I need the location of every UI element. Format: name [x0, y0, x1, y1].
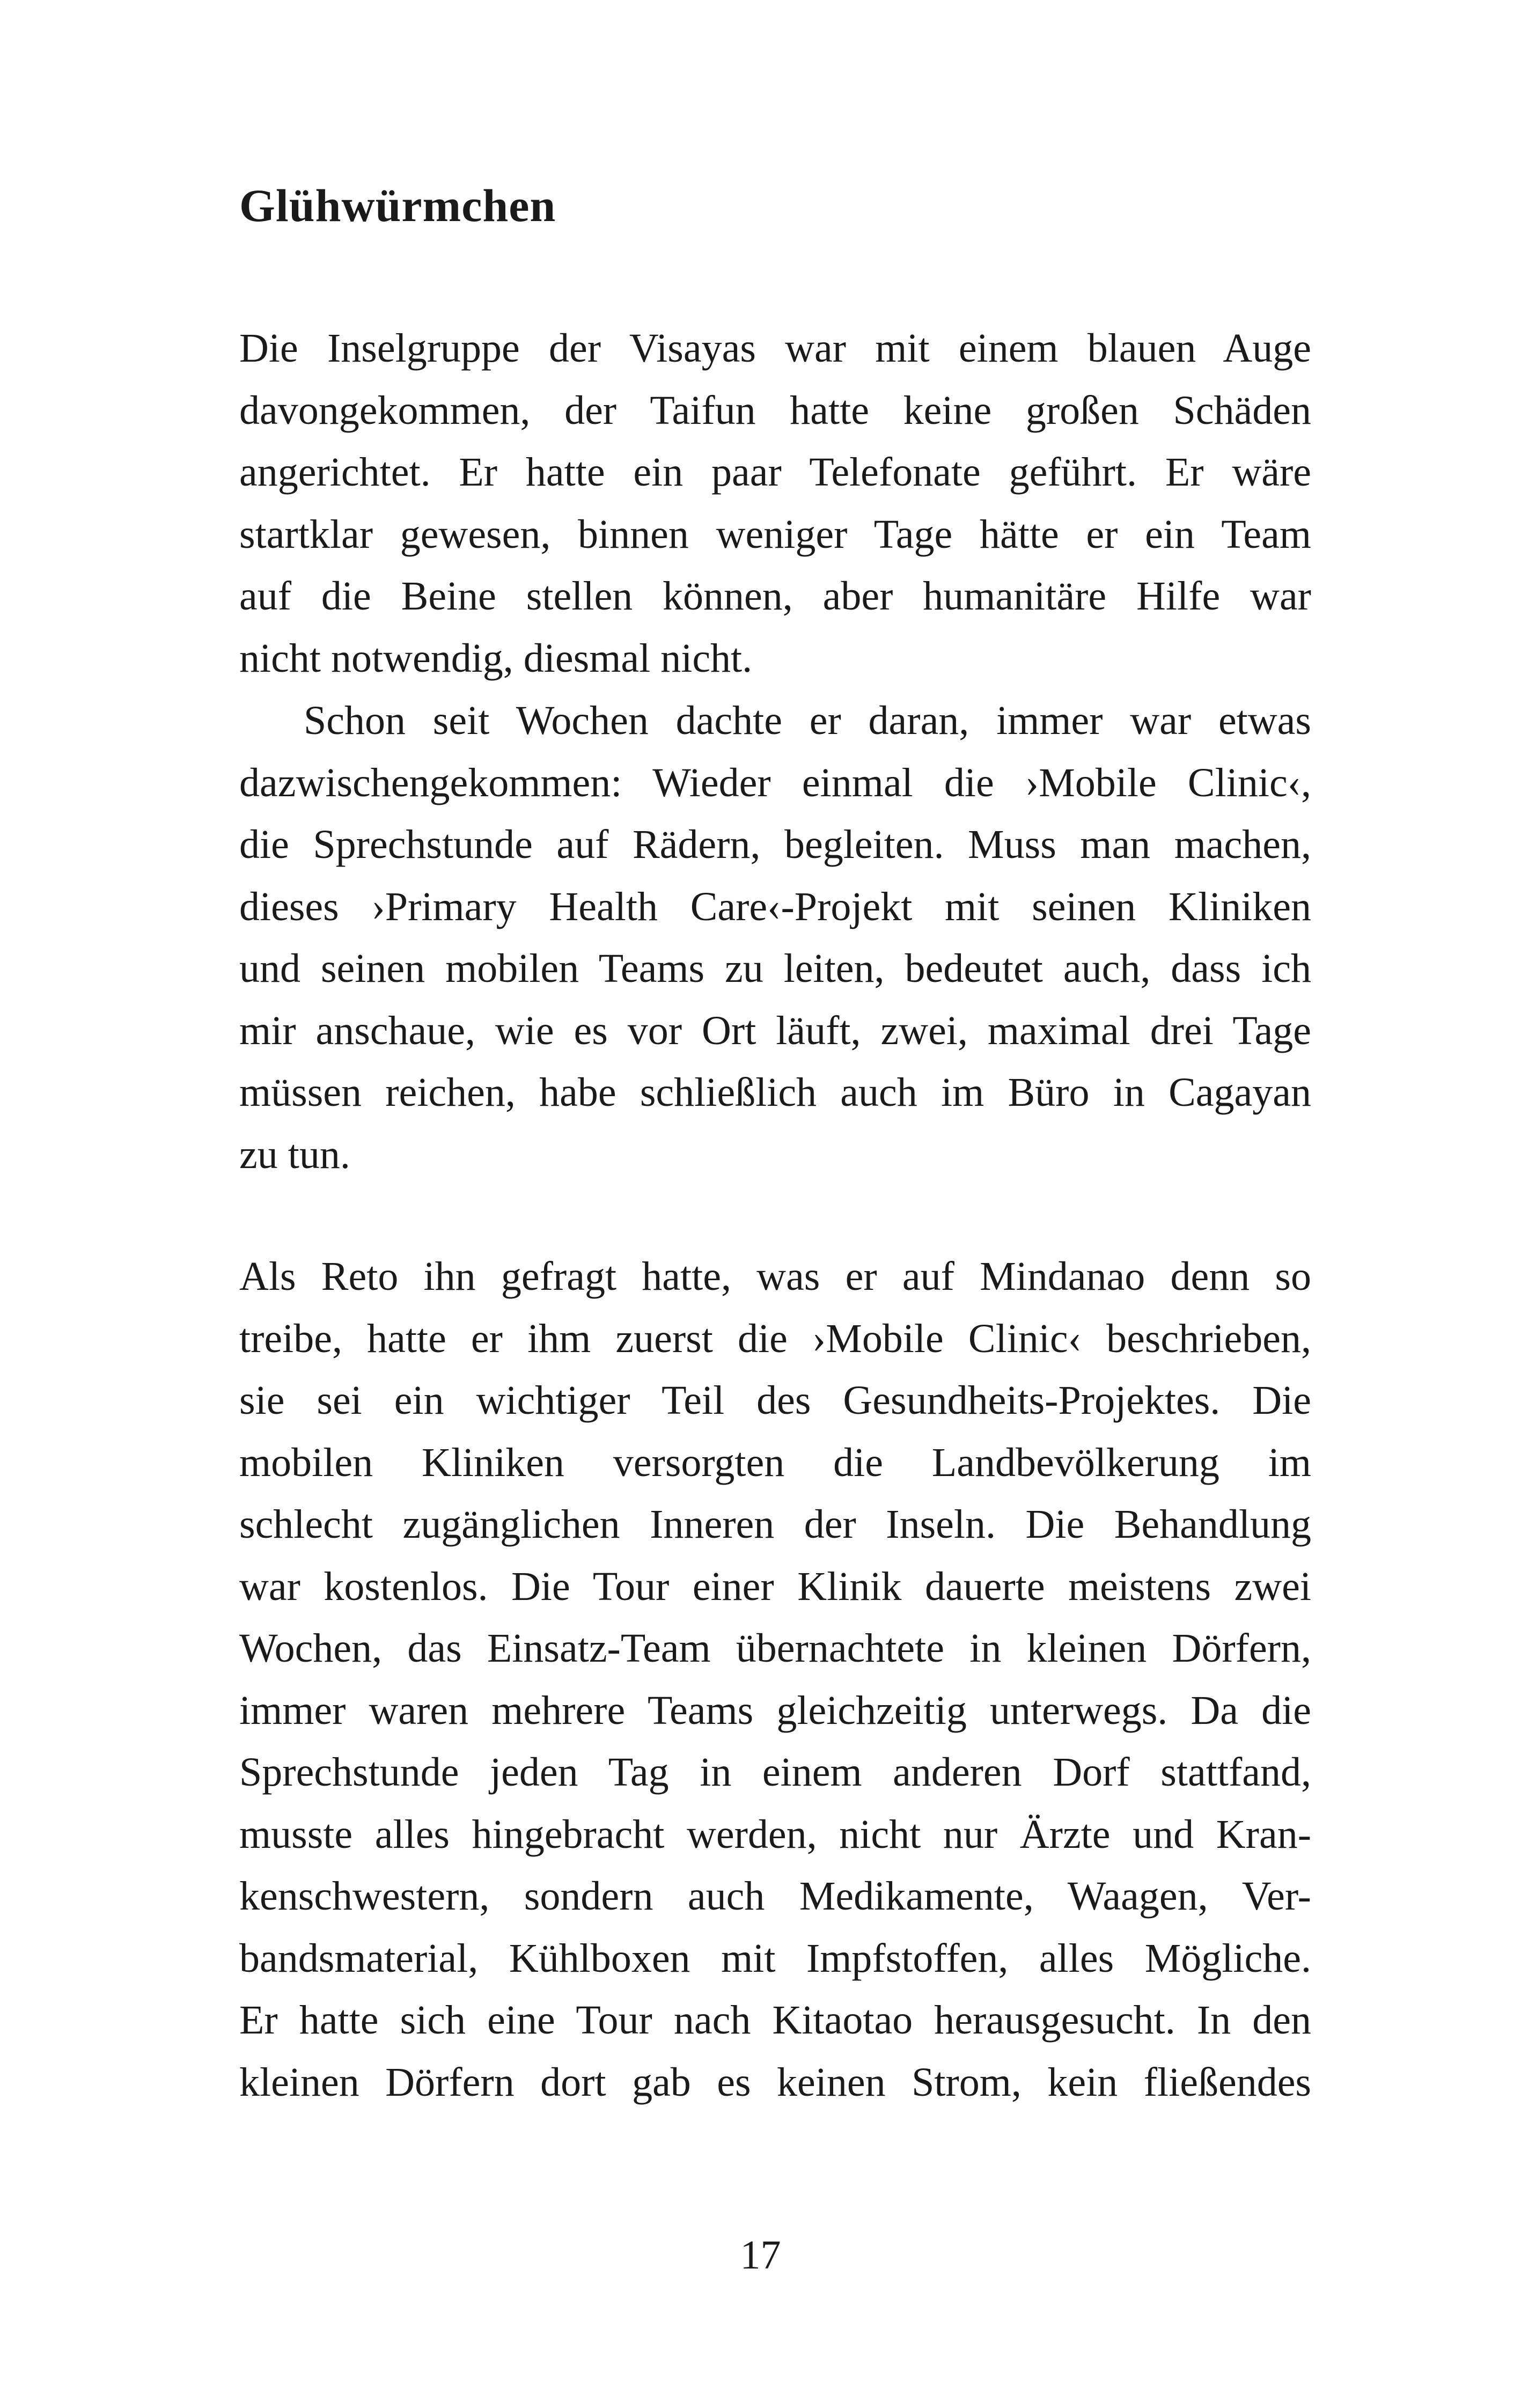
text-line: die Sprechstunde auf Rädern, begleiten. Muss man machen,: [239, 822, 1311, 867]
text-line: sie sei ein wichtiger Teil des Gesundheits-Projektes. Die: [239, 1378, 1311, 1423]
text-line: mobilen Kliniken versorgten die Landbevölkerung im: [239, 1440, 1311, 1485]
text-line: Wochen, das Einsatz-Team übernachtete in kleinen Dörfern,: [239, 1626, 1311, 1671]
text-line: war kostenlos. Die Tour einer Klinik dauerte meistens zwei: [239, 1563, 1311, 1609]
text-line: schlecht zugänglichen Inneren der Inseln. Die Behandlung: [239, 1502, 1311, 1547]
text-line: Als Reto ihn gefragt hatte, was er auf Mindanao denn so: [239, 1254, 1311, 1299]
text-line: Die Inselgruppe der Visayas war mit einem blauen Auge: [239, 326, 1311, 371]
paragraph-3: [239, 1246, 1311, 2113]
text-line: nicht notwendig, diesmal nicht.: [239, 635, 753, 681]
text-line: Schon seit Wochen dachte er daran, immer war etwas: [304, 698, 1311, 743]
text-line: angerichtet. Er hatte ein paar Telefonate geführt. Er wäre: [239, 450, 1311, 495]
paragraph-2: [239, 690, 1311, 1186]
text-line: dieses ›Primary Health Care‹-Projekt mit seinen Kliniken: [239, 884, 1311, 929]
text-line: kleinen Dörfern dort gab es keinen Strom, kein fließendes: [239, 2059, 1311, 2105]
text-line: immer waren mehrere Teams gleichzeitig unterwegs. Da die: [239, 1687, 1311, 1733]
text-line: mir anschaue, wie es vor Ort läuft, zwei, maximal drei Tage: [239, 1008, 1311, 1053]
text-line: bandsmaterial, Kühlboxen mit Impfstoffen, alles Mögliche.: [239, 1935, 1311, 1981]
page-number: 17: [740, 2233, 781, 2278]
text-line: Er hatte sich eine Tour nach Kitaotao herausgesucht. In den: [239, 1998, 1311, 2043]
text-line: treibe, hatte er ihm zuerst die ›Mobile Clinic‹ beschrieben,: [239, 1316, 1311, 1361]
paragraph-1: [239, 318, 1311, 689]
text-line: zu tun.: [239, 1132, 350, 1177]
text-line: kenschwestern, sondern auch Medikamente, Waagen, Ver-: [239, 1874, 1311, 1919]
chapter-title: Glühwürmchen: [239, 180, 556, 231]
text-line: Sprechstunde jeden Tag in einem anderen Dorf stattfand,: [239, 1750, 1311, 1795]
text-line: und seinen mobilen Teams zu leiten, bedeutet auch, dass ich: [239, 946, 1311, 991]
text-line: musste alles hingebracht werden, nicht nur Ärzte und Kran-: [239, 1811, 1311, 1857]
text-line: dazwischengekommen: Wieder einmal die ›Mobile Clinic‹,: [239, 760, 1311, 805]
text-line: auf die Beine stellen können, aber humanitäre Hilfe war: [239, 574, 1311, 619]
text-line: davongekommen, der Taifun hatte keine großen Schäden: [239, 387, 1311, 433]
text-line: startklar gewesen, binnen weniger Tage hätte er ein Team: [239, 511, 1311, 557]
text-line: müssen reichen, habe schließlich auch im Büro in Cagayan: [239, 1070, 1311, 1115]
